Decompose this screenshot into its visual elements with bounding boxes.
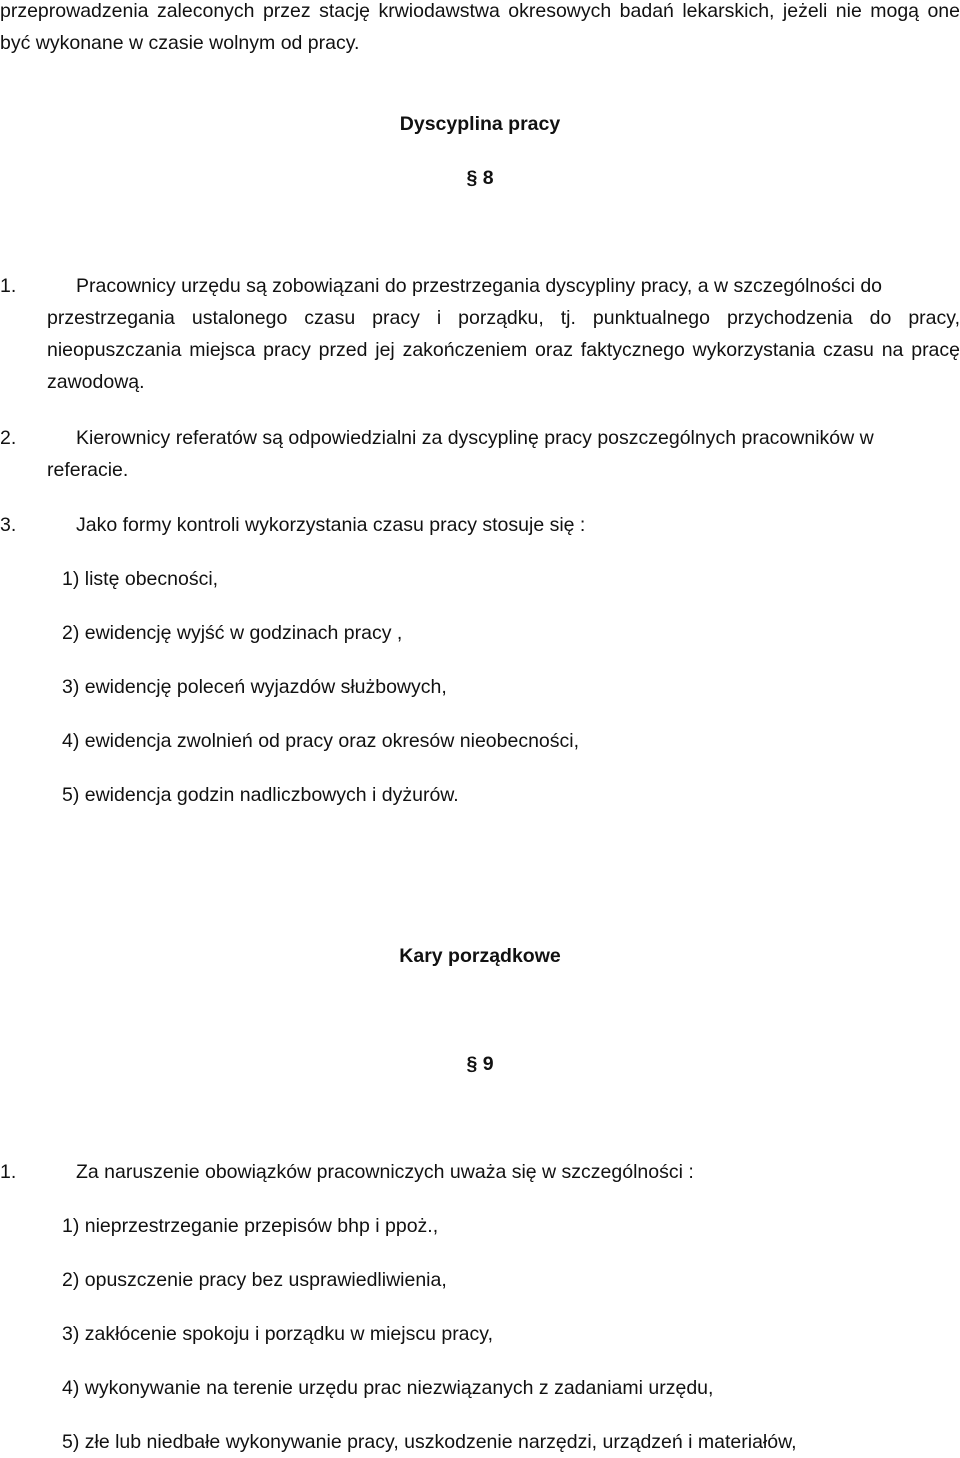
s8-point-1-number: 1. [0, 275, 17, 297]
intro-paragraph: przeprowadzenia zaleconych przez stację krwiodawstwa okresowych badań lekarskich, jeżeli nie mogą one być wykonane w czasie wolnym od pracy. [0, 0, 960, 54]
s8-point-1-text: przestrzegania ustalonego czasu pracy i porządku, tj. punktualnego przychodzenia do pracy, nieopuszczania miejsca pracy przed jej zakończeniem oraz faktycznego wykorzystania czasu na pracę zawodową. [47, 307, 960, 393]
list-item: 4) ewidencja zwolnień od pracy oraz okresów nieobecności, [62, 730, 580, 752]
s8-point-1-first-line: Pracownicy urzędu są zobowiązani do przestrzegania dyscypliny pracy, a w szczególności do [76, 275, 883, 297]
heading-penalties: Kary porządkowe [399, 945, 561, 967]
list-item: 3) zakłócenie spokoju i porządku w miejscu pracy, [62, 1323, 493, 1345]
list-item: 4) wykonywanie na terenie urzędu prac niezwiązanych z zadaniami urzędu, [62, 1377, 714, 1399]
s8-point-3-number: 3. [0, 514, 17, 536]
list-item: 5) ewidencja godzin nadliczbowych i dyżurów. [62, 784, 459, 806]
s8-point-3-text: Jako formy kontroli wykorzystania czasu pracy stosuje się : [76, 514, 586, 536]
s8-point-2-text: referacie. [47, 459, 129, 481]
section-number-8: § 8 [466, 167, 494, 189]
s8-point-2-number: 2. [0, 427, 17, 449]
list-item: 1) nieprzestrzeganie przepisów bhp i ppoż., [62, 1215, 439, 1237]
s9-point-1-text: Za naruszenie obowiązków pracowniczych uważa się w szczególności : [76, 1161, 694, 1183]
list-item: 2) opuszczenie pracy bez usprawiedliwienia, [62, 1269, 447, 1291]
heading-discipline: Dyscyplina pracy [399, 113, 561, 135]
list-item: 3) ewidencję poleceń wyjazdów służbowych, [62, 676, 447, 698]
s9-point-1-number: 1. [0, 1161, 17, 1183]
list-item: 5) złe lub niedbałe wykonywanie pracy, uszkodzenie narzędzi, urządzeń i materiałów, [62, 1431, 797, 1453]
section-number-9: § 9 [466, 1053, 494, 1075]
list-item: 2) ewidencję wyjść w godzinach pracy , [62, 622, 403, 644]
list-item: 1) listę obecności, [62, 568, 219, 590]
s8-point-2-first-line: Kierownicy referatów są odpowiedzialni za dyscyplinę pracy poszczególnych pracowników w [76, 427, 874, 449]
